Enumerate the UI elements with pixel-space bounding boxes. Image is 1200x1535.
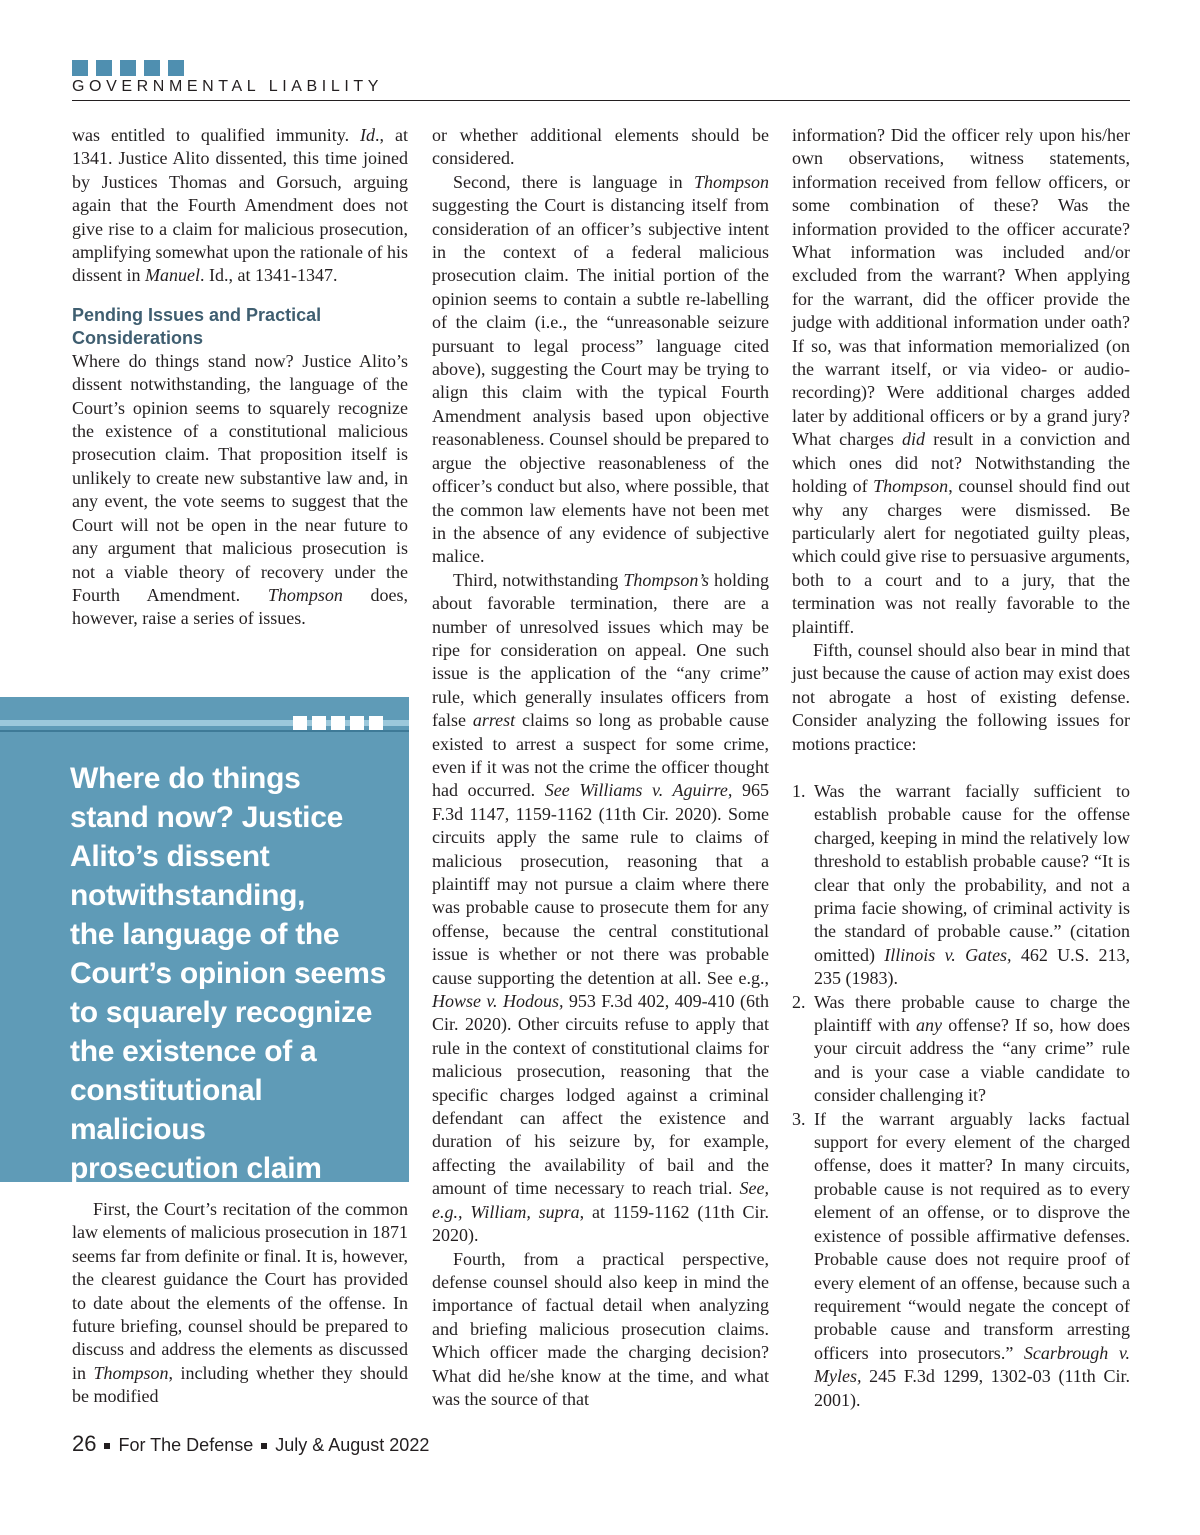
header-rule [72,100,1130,101]
paragraph: Second, there is language in Thompson suggesting the Court is distancing itself from consideration of an officer’s subjective intent in the context of a federal malicious prosecution claim. The initial portion of the opinion seems to contain a subtle re-labelling of the claim (i.e., the “unreasonable seizure pursuant to legal process” language cited above), suggesting the Court may be trying to align this claim with the typical Fourth Amendment analysis based upon objective reasonableness. Counsel should be prepared to argue the objective reasonableness of the officer’s conduct but also, where possible, that the common law elements have not been met in the absence of any evidence of subjective malice. [432,171,769,567]
paragraph: Third, notwithstanding Thompson’s holding about favorable termination, there are a number of unresolved issues which may be ripe for consideration on appeal. One such issue is the application of the “any crime” rule, which generally insulates officers from false arrest claims so long as probable cause existed to arrest a suspect for some crime, even if it was not the crime the officer thought had occurred. See Williams v. Aguirre, 965 F.3d 1147, 1159-1162 (11th Cir. 2020). Some circuits apply the same rule to claims of malicious prosecution, reasoning that a plaintiff may not pursue a claim where there was probable cause to prosecute them for any offense, because the central constitutional issue is whether or not there was probable cause supporting the detention at all. See e.g., Howse v. Hodous, 953 F.3d 402, 409-410 (6th Cir. 2020). Other circuits refuse to apply that rule in the context of constitutional claims for malicious prosecution, reasoning that the specific charges lodged against a criminal defendant can affect the existence and duration of his seizure by, for example, affecting the availability of bail and the amount of time necessary to reach trial. See, e.g., William, supra, at 1159-1162 (11th Cir. 2020). [432,569,770,1246]
italic-text: Manuel [145,265,200,286]
paragraph: Where do things stand now? Justice Alito’s dissent notwithstanding, the language of the Court’s opinion seems to squarely recognize the existence of a constitutional malicious prosecution claim. That proposition itself is unlikely to create new substantive law and, in any event, the vote seems to suggest that the Court will not be open in the near future to any argument that malicious prosecution is not a viable theory of recovery under the Fourth Amendment. Thompson does, however, raise a series of issues. [72,350,408,629]
paragraph: was entitled to qualified immunity. Id., at 1341. Justice Alito dissented, this time joined by Justices Thomas and Gorsuch, arguing again that the Fourth Amendment does not give rise to a claim for malicious prosecution, amplifying somewhat upon the rationale of his dissent in Manuel. Id., at 1341-1347. [72,125,408,286]
issue-date: July & August 2022 [275,1435,430,1455]
column-1-top [72,124,408,631]
paragraph: Fourth, from a practical perspective, defense counsel should also keep in mind the importance of factual detail when analyzing and briefing malicious prosecution claims. Which officer made the charging decision? What did he/she know at the time, and what was the source of that [432,1248,769,1409]
italic-text: See, e.g., William, supra [432,1178,769,1222]
italic-text: arrest [472,710,516,731]
italic-text: Thompson [693,171,769,192]
list-number: 3. [792,1108,806,1129]
issues-list [792,780,1130,1412]
footer-bullet [261,1443,267,1449]
italic-text: Thompson’s [623,569,710,590]
header-squares-decoration [72,60,184,76]
paragraph: or whether additional elements should be considered. [432,125,769,169]
list-number: 2. [792,991,806,1012]
italic-text: Id [360,125,376,145]
list-number: 1. [792,780,806,801]
section-label: GOVERNMENTAL LIABILITY [72,78,384,95]
column-2 [432,124,769,1411]
footer-bullet [104,1443,110,1449]
publication-name: For The Defense [118,1435,254,1455]
column-3 [792,124,1130,1412]
list-text: Was the warrant facially sufficient to establish probable cause for the offense charged, keeping in mind the relatively low threshold to establish probable cause? “It is clear that only the probability, and not a prima facie showing, of criminal activity is the standard of probable cause.” (citation omitted) Illinois v. Gates, 462 U.S. 213, 235 (1983). [814,780,1130,989]
list-text: Was there probable cause to charge the plaintiff with any offense? If so, how does your circuit address the “any crime” rule and is your case a viable candidate to consider challenging it? [814,991,1130,1106]
paragraph: First, the Court’s recitation of the common law elements of malicious prosecution in 1871 seems far from definite or final. It is, however, the clearest guidance the Court has provided to date about the elements of the offense. In future briefing, counsel should be prepared to discuss and address the elements as discussed in Thompson, including whether they should be modified [72,1199,408,1407]
page-footer [72,1431,429,1457]
italic-text: Thompson [93,1362,169,1383]
paragraph: Fifth, counsel should also bear in mind that just because the cause of action may exist does not abrogate a host of existing defense. Consider analyzing the following issues for motions practice: [792,639,1130,754]
italic-text: Thompson [267,584,343,605]
list-text: If the warrant arguably lacks factual support for every element of the charged offense, does it matter? In many circuits, probable cause is not required as to every element of an offense, or to disprove the existence of possible affirmative defenses. Probable cause does not require proof of every element of an offense, because such a requirement “would negate the concept of probable cause and transform arresting officers into prosecutors.” Scarbrough v. Myles, 245 F.3d 1299, 1302-03 (11th Cir. 2001). [814,1108,1130,1410]
pull-quote-text: Where do things stand now? Justice Alito’s dissent notwithstanding, the language of the Court’s opinion seems to squarely recognize the existence of a constitutional malicious prosecution claim [70,762,386,1185]
paragraph: information? Did the officer rely upon his/her own observations, witness statements, information received from fellow officers, or some combination of these? Was the information provided to the officer accurate? What information was included and/or excluded from the warrant? When applying for the warrant, did the officer provide the judge with additional information under oath? If so, was that information memorialized (on the warrant itself, or via video- or audio-recording)? Were additional charges added later by additional officers or by a grand jury? What charges did result in a conviction and which ones did not? Notwithstanding the holding of Thompson, counsel should find out why any charges were dismissed. Be particularly alert for negotiated guilty pleas, which could give rise to persuasive arguments, both to a court and to a jury, that the termination was not really favorable to the plaintiff. [792,125,1131,637]
page-number: 26 [72,1431,97,1456]
italic-text: did [902,429,926,450]
list-item [792,780,1130,991]
italic-text: Scarbrough v. Myles, [814,1342,1130,1387]
italic-text: any [916,1015,943,1036]
italic-text: Howse v. Hodous, [432,991,564,1012]
subheading: Pending Issues and Practical Considerations [72,304,322,348]
italic-text: Thompson [873,476,949,497]
italic-text: See Williams v. Aguirre, [544,780,733,801]
list-item [792,1108,1130,1412]
pull-quote-squares-decoration [293,716,383,730]
list-item [792,991,1130,1108]
italic-text: Illinois v. Gates, [884,944,1012,965]
pull-quote-box [0,697,409,1185]
column-1-bottom [72,1198,408,1409]
pull-quote-rule-shadow [0,730,409,732]
